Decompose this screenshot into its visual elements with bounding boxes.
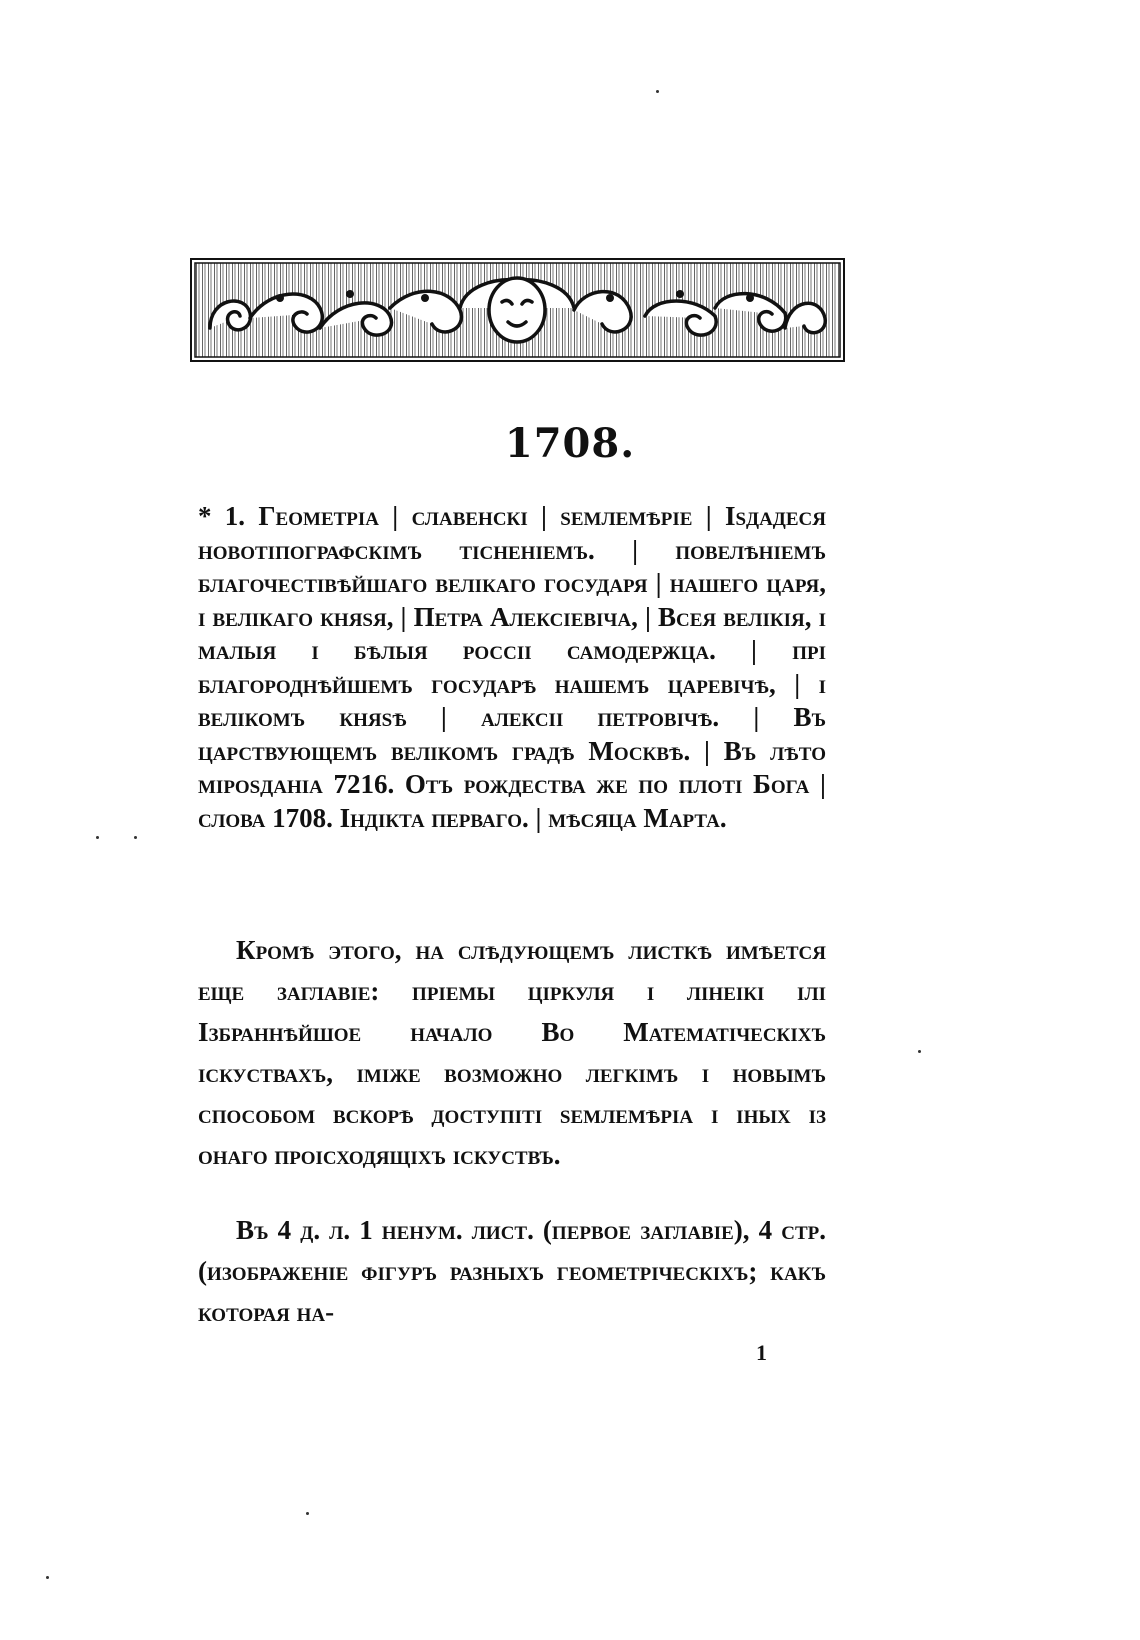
entry-note: Кромѣ этого, на слѣдующемъ листкѣ имѣется еще заглавіе: пріемы ціркуля і лінеікі ілі Ізбраннѣйшое начало Во Математіческіхъ іскуствахъ, іміже возможно легкімъ і новымъ способом вскорѣ доступіті sемлемѣріа і іных із онаго проісходящіхъ іскуствъ. [198,935,826,1170]
print-speck [46,1576,49,1579]
entry-marker: * 1. [198,501,246,531]
print-speck [306,1512,309,1515]
print-speck [96,836,99,839]
ornamental-headpiece-icon [190,258,845,362]
year-heading: 1708. [504,420,636,467]
page-number: 1 [756,1340,767,1365]
print-speck [918,1050,921,1053]
physical-description: Въ 4 д. л. 1 ненум. лист. (первое заглавіе), 4 стр. (изображеніе фігуръ разныхъ геометріческіхъ; какъ которая на- [198,1215,826,1327]
entry-title-text: Геометріа | славенскі | sемлемѣріе | Іsдадеся новотіпографскімъ тісненіемъ. | повелѣніемъ благочестівѣйшаго велікаго государя | нашего царя, і велікаго княsя, | Петра Алексіевіча, | Всея велікія, і малыя і бѣлыя россіі самодержца. | прі благороднѣйшемъ государѣ нашемъ царевічѣ, | і велікомъ княsѣ | алексіі петровічѣ. | Въ царствующемъ велікомъ градѣ Москвѣ. | Въ лѣто міроsданіа 7216. Отъ рождества же по плоті Бога | слова 1708. Індікта перваго. | мѣсяца Марта. [198,501,826,833]
bibliographic-entry [198,500,826,835]
print-speck [134,836,137,839]
print-speck [656,90,659,93]
